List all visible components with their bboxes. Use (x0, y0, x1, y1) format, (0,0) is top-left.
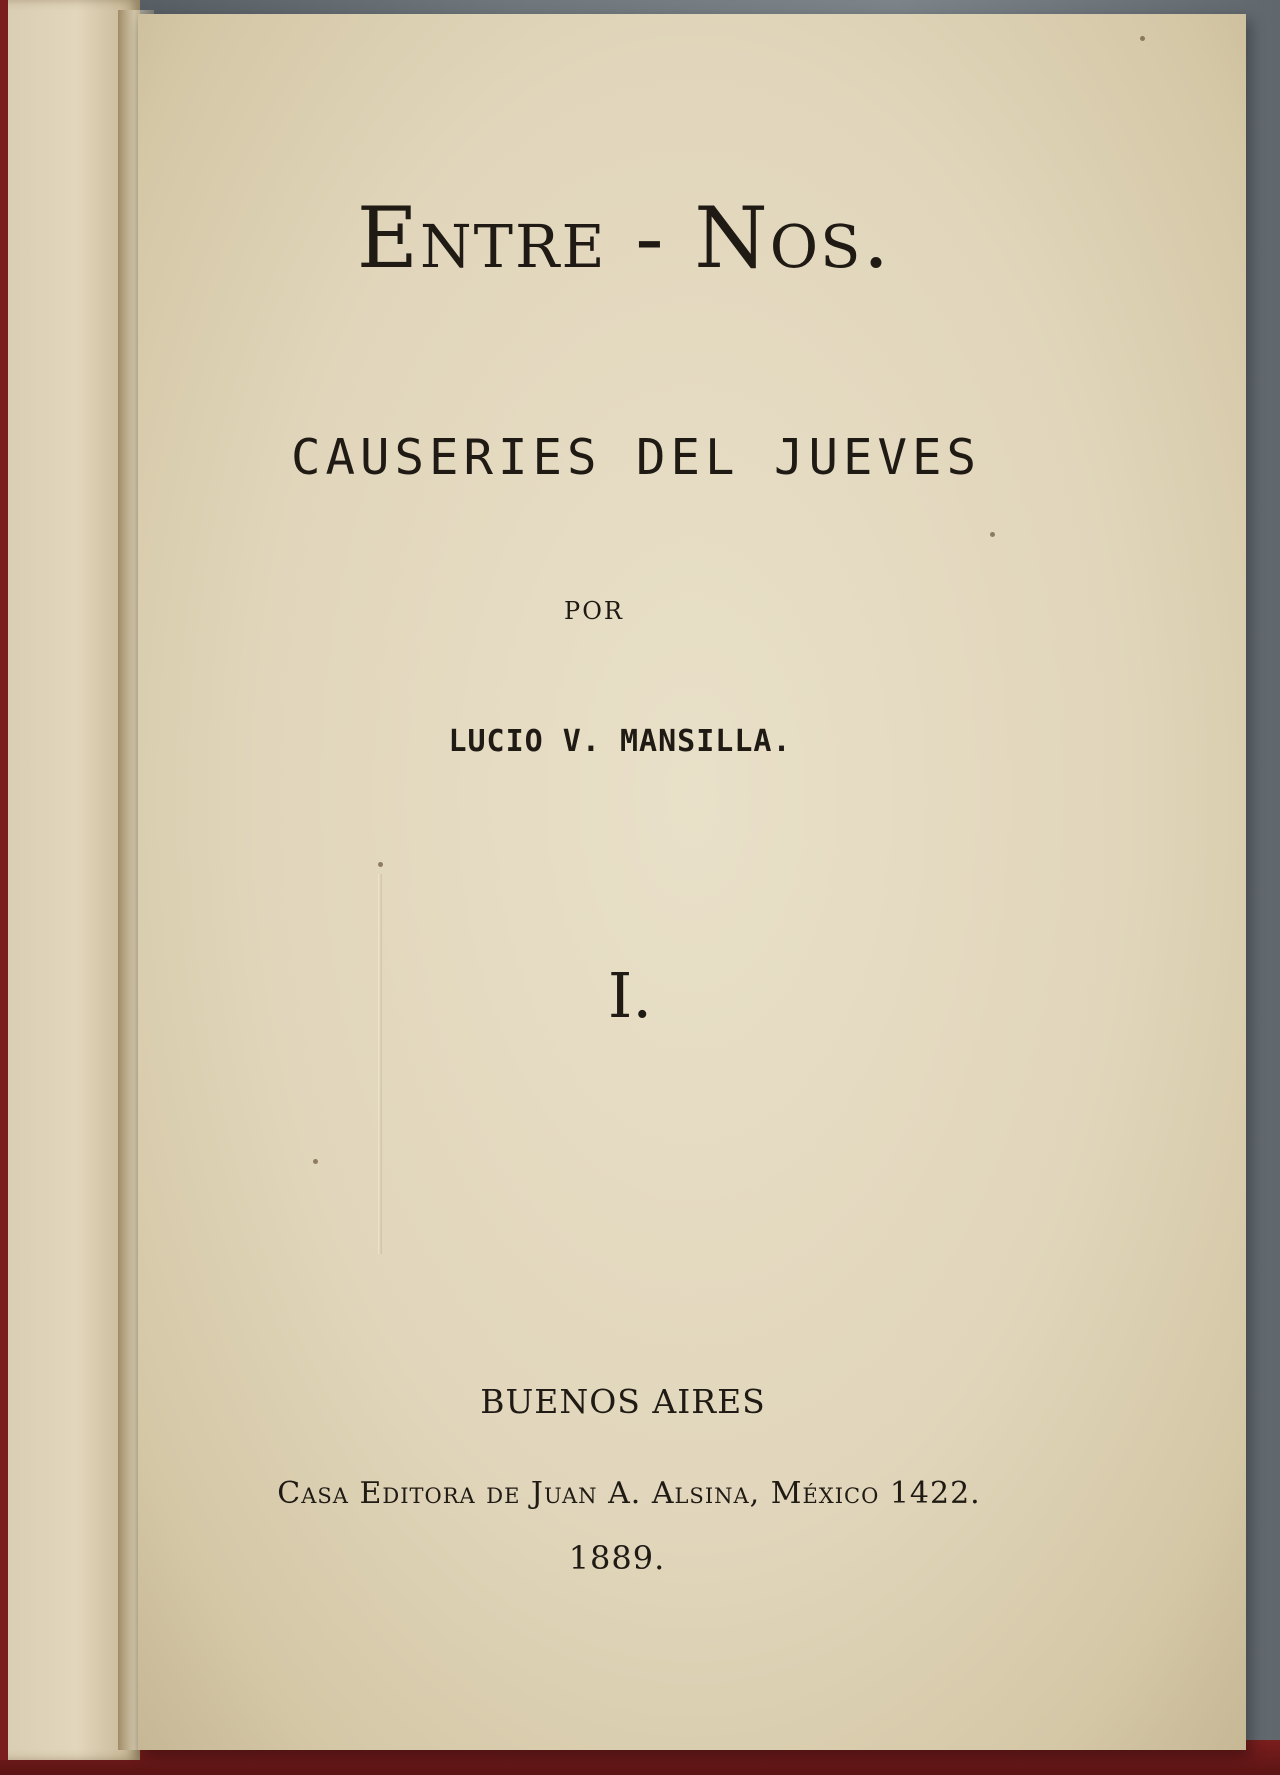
paper-speck (313, 1159, 318, 1164)
cover-spine-strip (0, 0, 8, 1760)
title-page (138, 14, 1246, 1750)
paper-speck (1140, 36, 1145, 41)
author-name: LUCIO V. MANSILLA. (448, 724, 792, 759)
publisher-line: Casa Editora de Juan A. Alsina, México 1422. (277, 1476, 981, 1511)
publication-city: BUENOS AIRES (480, 1382, 766, 1421)
publication-year: 1889. (568, 1539, 666, 1577)
paper-speck (378, 862, 383, 867)
by-label: POR (564, 597, 624, 625)
book-subtitle: CAUSERIES DEL JUEVES (290, 429, 981, 486)
volume-number: I. (607, 959, 653, 1032)
paper-speck (990, 532, 995, 537)
paper-crease (378, 874, 382, 1254)
book-title: Entre - Nos. (356, 189, 892, 287)
